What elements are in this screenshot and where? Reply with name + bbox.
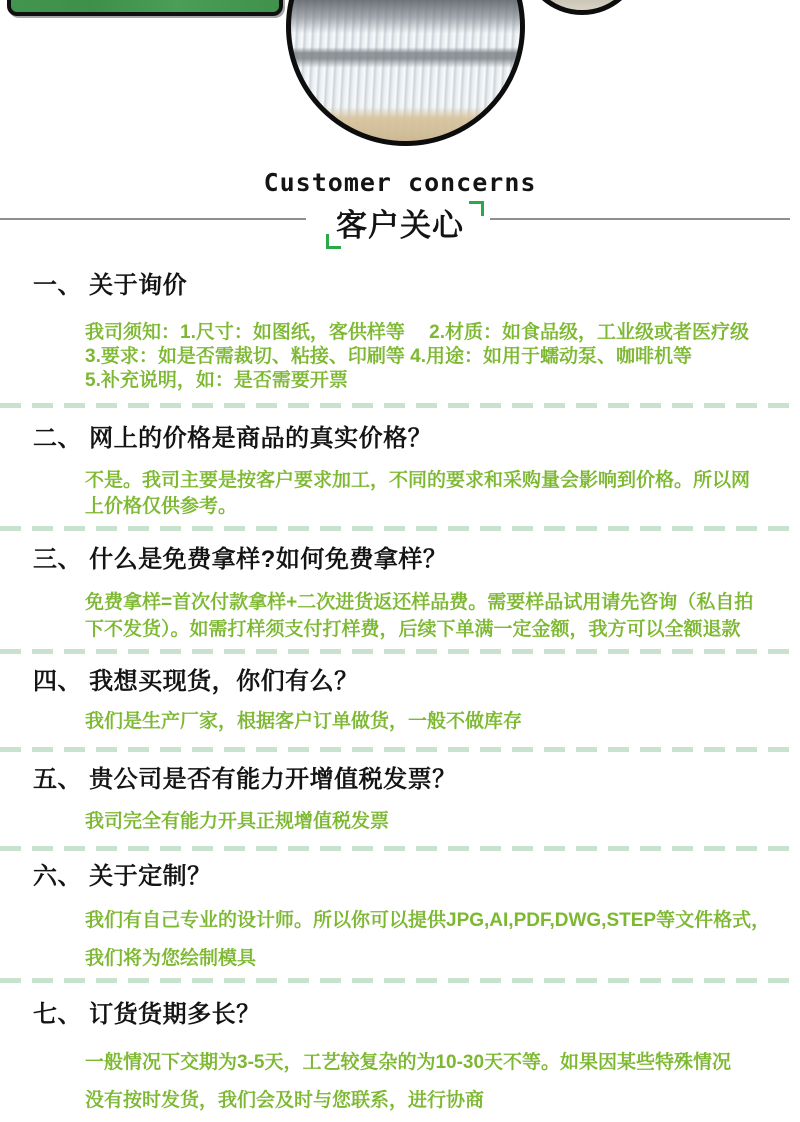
- page-title-chinese: [336, 200, 464, 245]
- dashed-divider: [0, 526, 800, 531]
- dashed-divider: [0, 747, 800, 752]
- faq-answer: [85, 710, 800, 734]
- faq-answer-line: 下不发货）。如需打样须支付打样费，后续下单满一定金额，我方可以全额退款: [85, 619, 741, 640]
- faq-answer-line: 上价格仅供参考。: [85, 496, 238, 517]
- faq-answer: [85, 1044, 800, 1120]
- faq-item-4: [0, 667, 800, 752]
- corner-bracket-top-right-icon: [469, 201, 484, 216]
- dashed-divider: [0, 846, 800, 851]
- corner-bracket-bottom-left-icon: [326, 234, 341, 249]
- page-title-wrap: [0, 200, 800, 245]
- faq-question: 五、 贵公司是否有能力开增值税发票？: [33, 766, 457, 793]
- faq-answer: [85, 902, 800, 978]
- faq-answer-line: 我们将为您绘制模具: [85, 948, 257, 969]
- faq-answer-line: 我司完全有能力开具正规增值税发票: [85, 811, 390, 832]
- green-banner-cropped-image: [7, 0, 283, 16]
- faq-answer-line: 一般情况下交期为3-5天，工艺较复杂的为10-30天不等。如果因某些特殊情况: [85, 1052, 732, 1073]
- faq-answer: [85, 810, 800, 834]
- faq-question: 七、 订货货期多长？: [33, 1001, 261, 1028]
- faq-item-3: [0, 545, 800, 654]
- faq-answer-line: 没有按时发货，我们会及时与您联系，进行协商: [85, 1090, 485, 1111]
- faq-question: 四、 我想买现货，你们有么？: [33, 668, 359, 695]
- silicone-tubes-photo: [286, 0, 525, 146]
- faq-answer-line: 免费拿样=首次付款拿样+二次进货返还样品费。需要样品试用请先咨询（私自拍: [85, 592, 754, 613]
- faq-answer-line: 3.要求：如是否需裁切、粘接、印刷等 4.用途：如用于蠕动泵、咖啡机等: [85, 346, 692, 367]
- page-title-text: 客户关心: [336, 208, 464, 243]
- faq-answer-line: 不是。我司主要是按客户要求加工，不同的要求和采购量会影响到价格。所以网: [85, 470, 751, 491]
- dashed-divider: [0, 978, 800, 983]
- faq-answer: [85, 589, 800, 643]
- page-title-english: Customer concerns: [263, 168, 537, 197]
- hero-section: [0, 0, 800, 258]
- faq-answer-line: 我们有自己专业的设计师。所以你可以提供JPG,AI,PDF,DWG,STEP等文件格式，: [85, 910, 771, 931]
- faq-item-1: [0, 271, 800, 408]
- faq-answer: [85, 321, 800, 393]
- faq-item-6: [0, 862, 800, 983]
- faq-answer-line: 我们是生产厂家，根据客户订单做货，一般不做库存: [85, 711, 523, 732]
- faq-question: 二、 网上的价格是商品的真实价格？: [33, 425, 433, 452]
- faq-question: 六、 关于定制？: [33, 863, 212, 890]
- faq-answer: [85, 468, 800, 520]
- dashed-divider: [0, 649, 800, 654]
- faq-answer-line: 5.补充说明，如：是否需要开票: [85, 370, 348, 391]
- dashed-divider: [0, 403, 800, 408]
- product-photo-cropped: [521, 0, 643, 15]
- faq-item-2: [0, 424, 800, 531]
- faq-question: 一、 关于询价: [33, 272, 188, 299]
- faq-item-5: [0, 765, 800, 851]
- faq-answer-line: 我司须知：1.尺寸：如图纸，客供样等 2.材质：如食品级，工业级或者医疗级: [85, 322, 749, 343]
- faq-question: 三、 什么是免费拿样?如何免费拿样？: [33, 546, 448, 573]
- faq-item-7: [0, 1000, 800, 1120]
- faq-list: [0, 271, 800, 1120]
